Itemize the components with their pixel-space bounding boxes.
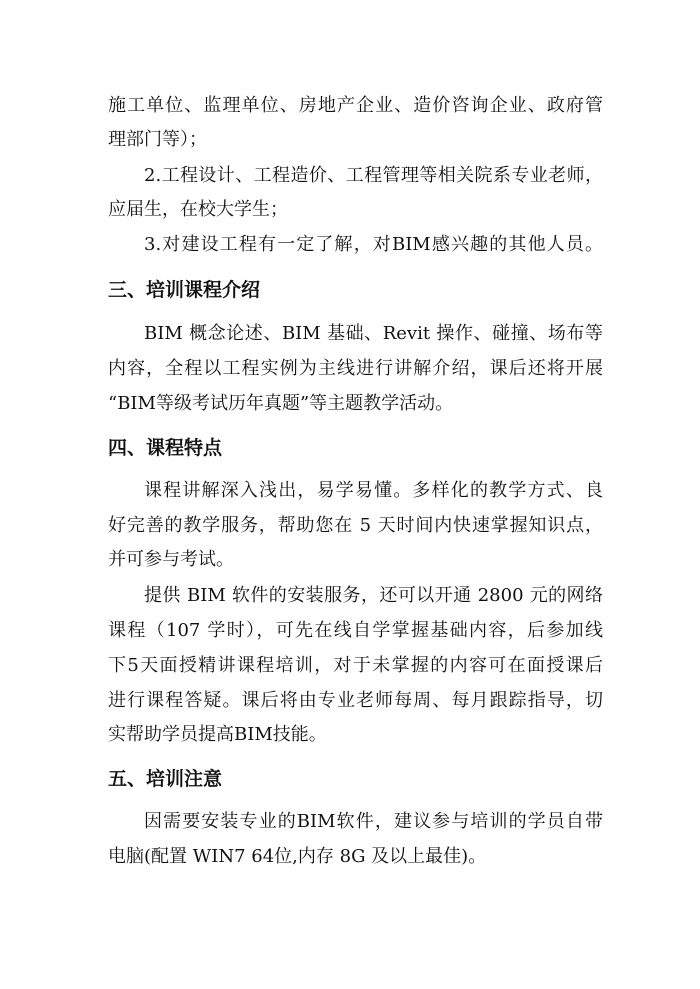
features-p1-line-2: 好完善的教学服务，帮助您在 5 天时间内快速掌握知识点， [108, 515, 603, 536]
course-intro-line-1: BIM 概念论述、BIM 基础、Revit 操作、碰撞、场布等 [144, 323, 603, 344]
audience-item-3: 3.对建设工程有一定了解，对BIM感兴趣的其他人员。 [144, 234, 603, 255]
section-heading-course-features: 四、课程特点 [108, 437, 223, 459]
training-notes-line-2: 电脑(配置 WIN7 64位,内存 8G 及以上最佳)。 [108, 846, 487, 867]
training-notes-line-1: 因需要安装专业的BIM软件，建议参与培训的学员自带 [144, 811, 603, 832]
audience-line-1: 施工单位、监理单位、房地产企业、造价咨询企业、政府管 [108, 95, 603, 116]
features-p2-line-1: 提供 BIM 软件的安装服务，还可以开通 2800 元的网络 [144, 585, 603, 606]
features-p1-line-1: 课程讲解深入浅出，易学易懂。多样化的教学方式、良 [144, 480, 603, 501]
course-intro-line-3: “BIM等级考试历年真题”等主题教学活动。 [108, 393, 454, 414]
features-p2-line-4: 进行课程答疑。课后将由专业老师每周、每月跟踪指导，切 [108, 690, 603, 711]
features-p2-line-2: 课程（107 学时），可先在线自学掌握基础内容，后参加线 [108, 620, 603, 641]
section-heading-training-notes: 五、培训注意 [108, 768, 223, 790]
audience-item-2-line-1: 2.工程设计、工程造价、工程管理等相关院系专业老师， [144, 165, 603, 186]
course-intro-line-2: 内容，全程以工程实例为主线进行讲解介绍，课后还将开展 [108, 358, 603, 379]
section-heading-course-intro: 三、培训课程介绍 [108, 279, 261, 301]
audience-line-2: 理部门等）； [108, 129, 207, 150]
features-p2-line-3: 下5天面授精讲课程培训，对于未掌握的内容可在面授课后 [108, 655, 603, 676]
features-p2-line-5: 实帮助学员提高BIM技能。 [108, 724, 327, 745]
audience-item-2-line-2: 应届生，在校大学生； [108, 199, 288, 220]
features-p1-line-3: 并可参与考试。 [108, 549, 234, 570]
